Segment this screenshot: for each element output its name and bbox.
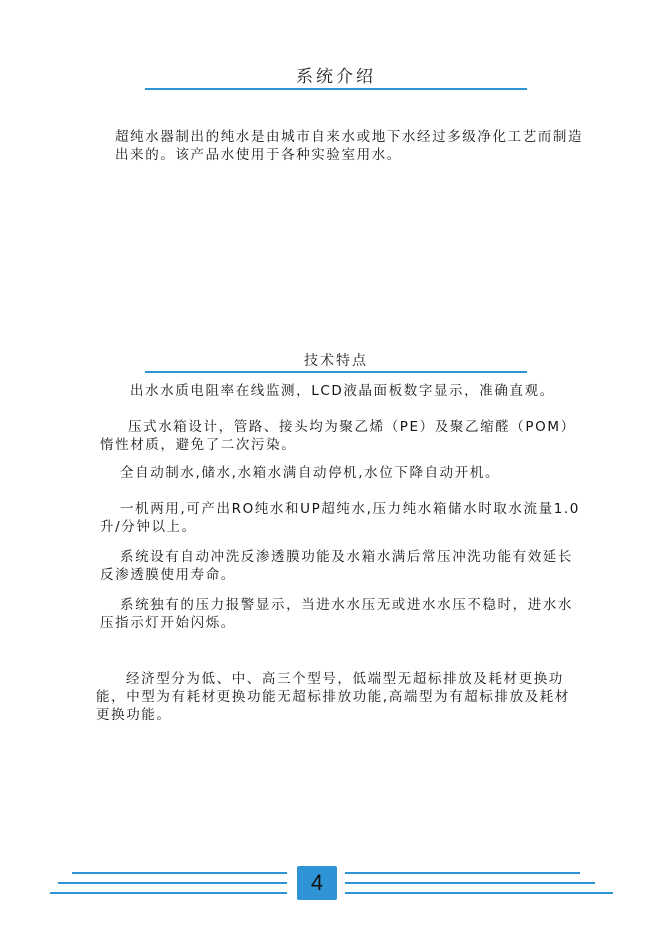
title-underline bbox=[145, 88, 527, 90]
intro-paragraph: 超纯水器制出的纯水是由城市自来水或地下水经过多级净化工艺而制造出来的。该产品水使用于各种实验室用水。 bbox=[115, 129, 584, 163]
feature-paragraph-5: 系统设有自动冲洗反渗透膜功能及水箱水满后常压冲洗功能有效延长反渗透膜使用寿命。 bbox=[100, 549, 573, 583]
feature-paragraph-1: 出水水质电阻率在线监测，LCD液晶面板数字显示，准确直观。 bbox=[130, 383, 555, 399]
feature-paragraph-3: 全自动制水,储水,水箱水满自动停机,水位下降自动开机。 bbox=[120, 465, 501, 481]
feature-paragraph-7: 经济型分为低、中、高三个型号，低端型无超标排放及耗材更换功能，中型为有耗材更换功能无超标排放功能,高端型为有超标排放及耗材更换功能。 bbox=[96, 671, 570, 723]
feature-paragraph-2: 压式水箱设计，管路、接头均为聚乙烯（PE）及聚乙缩醛（POM）惰性材质，避免了二次污染。 bbox=[100, 419, 576, 453]
page-number-badge: 4 bbox=[297, 866, 337, 900]
footer-line bbox=[50, 892, 287, 894]
footer-line bbox=[345, 892, 613, 894]
footer-line bbox=[345, 882, 595, 884]
section-title-tech-features: 技术特点 bbox=[304, 353, 368, 369]
feature-paragraph-4: 一机两用,可产出RO纯水和UP超纯水,压力纯水箱储水时取水流量1.0升/分钟以上。 bbox=[100, 501, 580, 535]
footer-line bbox=[58, 882, 287, 884]
footer-line bbox=[72, 872, 287, 874]
feature-paragraph-6: 系统独有的压力报警显示，当进水水压无或进水水压不稳时，进水水压指示灯开始闪烁。 bbox=[100, 597, 573, 631]
section-title-system-intro: 系统介绍 bbox=[296, 67, 376, 87]
footer-line bbox=[345, 872, 580, 874]
title-underline bbox=[145, 371, 527, 373]
